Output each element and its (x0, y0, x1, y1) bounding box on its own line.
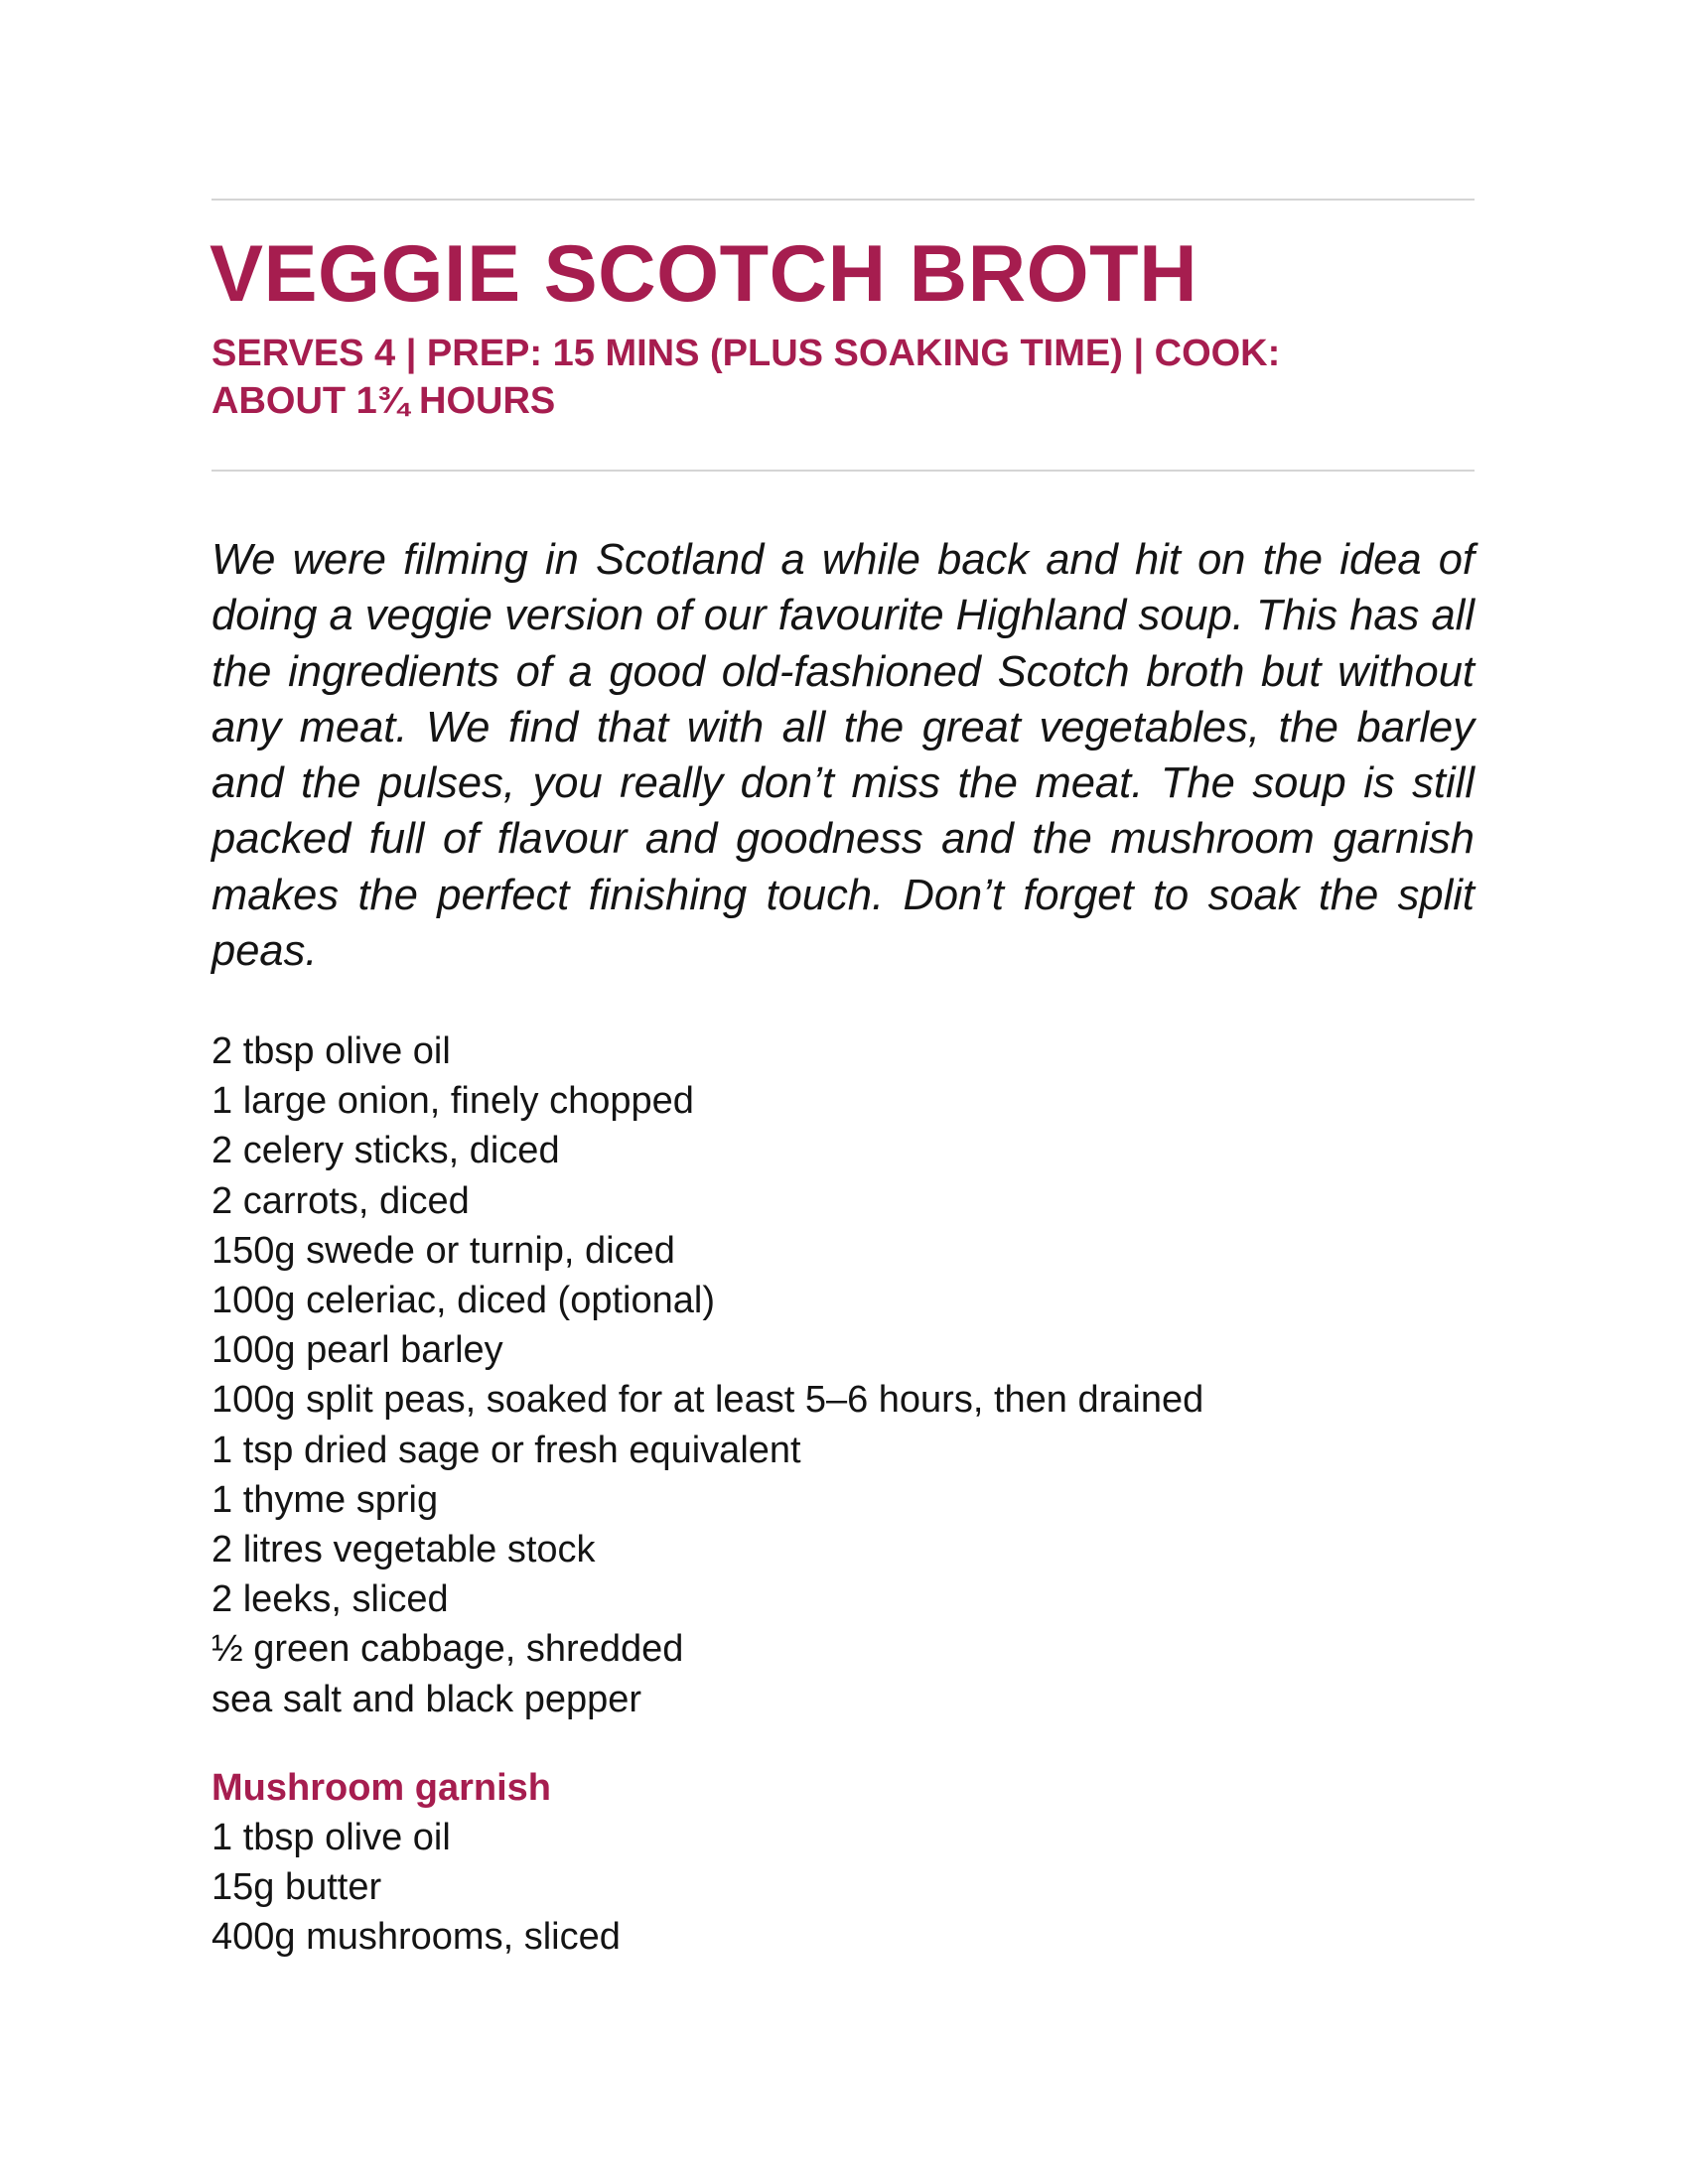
ingredient-item: 1 large onion, finely chopped (211, 1080, 694, 1123)
garnish-item: 15g butter (211, 1866, 382, 1909)
recipe-intro: We were filming in Scotland a while back and hit on the idea of doing a veggie version of our favourite Highland soup. This has all the ingredients of a good old-fashioned Scotch broth but without any meat. We find that with all the great vegetables, the barley and the pulses, you really don’t miss the meat. The soup is still packed full of flavour and goodness and the mushroom garnish makes the perfect finishing touch. Don’t forget to soak the split peas. (211, 536, 1475, 976)
ingredient-item: sea salt and black pepper (211, 1678, 642, 1720)
ingredient-item: 2 celery sticks, diced (211, 1130, 560, 1172)
ingredient-item: 2 carrots, diced (211, 1179, 470, 1222)
ingredient-item: 100g celeriac, diced (optional) (211, 1280, 715, 1322)
garnish-heading: Mushroom garnish (211, 1767, 552, 1809)
recipe-meta (211, 330, 1475, 425)
ingredient-item: 150g swede or turnip, diced (211, 1229, 675, 1272)
garnish-ingredient-list (211, 1813, 1475, 1963)
recipe-meta-line-1: SERVES 4 | PREP: 15 MINS (PLUS SOAKING TIME) | COOK: (211, 333, 1281, 374)
ingredient-item: 100g pearl barley (211, 1329, 503, 1372)
garnish-item: 1 tbsp olive oil (211, 1817, 451, 1858)
bottom-divider (211, 470, 1475, 472)
ingredient-item: 2 leeks, sliced (211, 1578, 449, 1621)
recipe-meta-line-2: ABOUT 1¾ HOURS (211, 380, 556, 422)
ingredient-list (211, 1026, 1475, 1724)
ingredient-item: 1 thyme sprig (211, 1478, 439, 1521)
ingredient-item: 2 litres vegetable stock (211, 1529, 596, 1571)
recipe-title: VEGGIE SCOTCH BROTH (210, 229, 1198, 319)
top-divider (211, 199, 1475, 201)
ingredient-item: 1 tsp dried sage or fresh equivalent (211, 1429, 801, 1471)
ingredient-item: 2 tbsp olive oil (211, 1030, 451, 1072)
garnish-item: 400g mushrooms, sliced (211, 1916, 621, 1959)
ingredient-item: 100g split peas, soaked for at least 5–6 hours, then drained (211, 1379, 1204, 1422)
ingredient-item: ½ green cabbage, shredded (211, 1628, 684, 1671)
